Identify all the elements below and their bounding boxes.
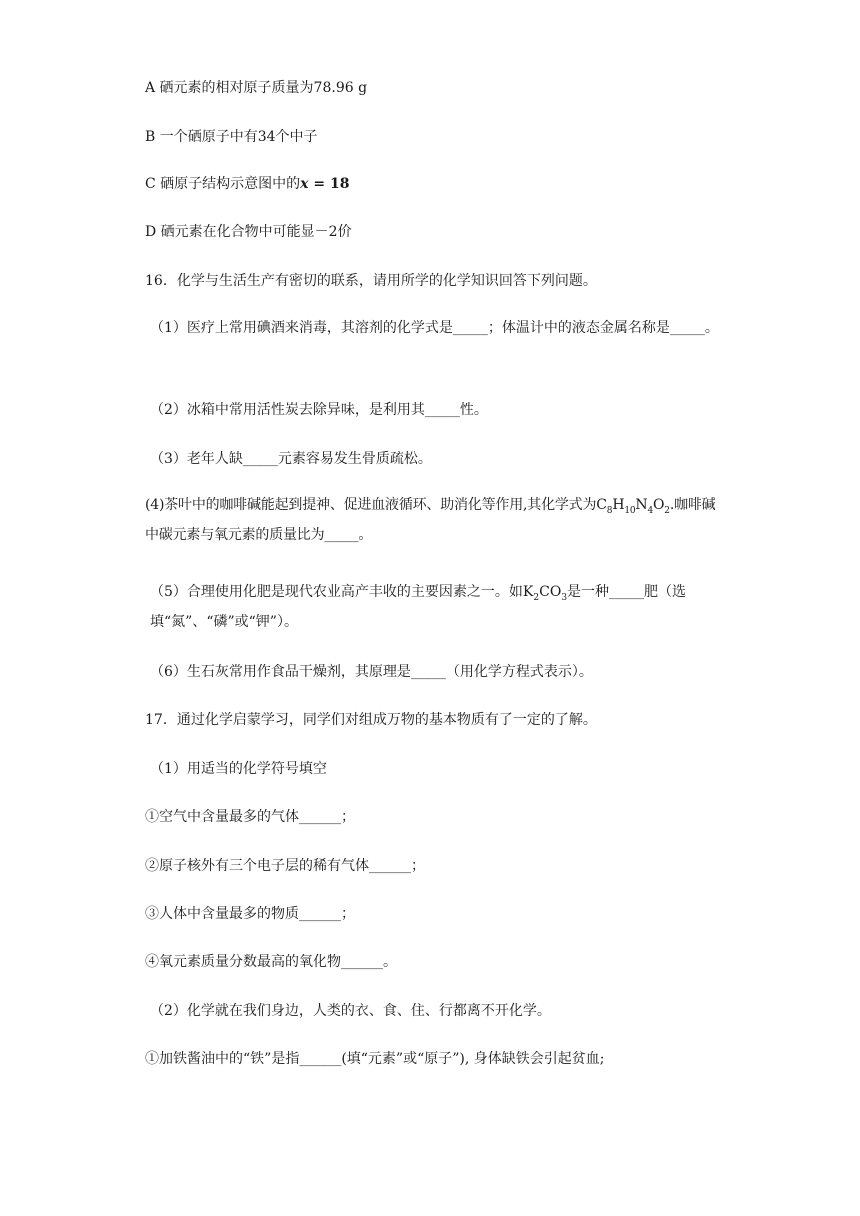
q16-part-5-text-end: 是一种_____肥（选填“氮”、“磷”或“钾”）。 (150, 584, 687, 630)
option-c-equation: = 18 (308, 176, 350, 192)
formula-element: N (635, 497, 648, 513)
q17-stem: 17．通过化学启蒙学习，同学们对组成万物的基本物质有了一定的了解。 (145, 712, 597, 728)
q17-item-2: ②原子核外有三个电子层的稀有气体______； (145, 858, 425, 874)
q16-part-4-text-end: .咖啡碱中碳元素与氧元素的质量比为_____。 (145, 497, 716, 543)
formula-subscript: 4 (647, 505, 653, 516)
option-c (145, 175, 350, 193)
q17-part-1: （1）用适当的化学符号填空 (150, 761, 327, 777)
formula-subscript: 2 (664, 505, 670, 516)
q16-part-3: （3）老年人缺_____元素容易发生骨质疏松。 (150, 451, 432, 467)
q16-part-4 (145, 490, 720, 550)
q17-item-4: ④氧元素质量分数最高的氧化物______。 (145, 954, 397, 970)
formula-subscript: 3 (561, 592, 568, 603)
q17-item-3: ③人体中含量最多的物质______； (145, 906, 355, 922)
option-b: B 一个硒原子中有34个中子 (145, 129, 318, 145)
q17-part-2: （2）化学就在我们身边，人类的衣、食、住、行都离不开化学。 (150, 1003, 551, 1019)
option-d: D 硒元素在化合物中可能显－2价 (145, 224, 352, 240)
formula-subscript: 2 (533, 592, 540, 603)
q16-part-5 (150, 577, 720, 637)
q17-sub-item-1: ①加铁酱油中的“铁”是指______(填“元素”或“原子”), 身体缺铁会引起贫血; (145, 1051, 605, 1067)
q16-part-6: （6）生石灰常用作食品干燥剂，其原理是_____（用化学方程式表示）。 (150, 664, 593, 680)
formula-element: H (612, 497, 625, 513)
q16-part-2: （2）冰箱中常用活性炭去除异味，是利用其_____性。 (150, 402, 488, 418)
option-c-variable: x (300, 176, 309, 192)
formula-subscript: 8 (606, 505, 613, 516)
option-a: A 硒元素的相对原子质量为78.96 g (145, 80, 368, 96)
q16-part-4-text: (4)茶叶中的咖啡碱能起到提神、促进血液循环、助消化等作用,其化学式为C (145, 497, 607, 513)
q16-part-1: （1）医疗上常用碘酒来消毒，其溶剂的化学式是_____；体温计中的液态金属名称是_____。 (150, 320, 719, 336)
formula-element: O (653, 497, 665, 513)
q16-stem: 16．化学与生活生产有密切的联系，请用所学的化学知识回答下列问题。 (145, 273, 597, 289)
option-c-text: C 硒原子结构示意图中的 (145, 176, 301, 192)
q16-part-5-text: （5）合理使用化肥是现代农业高产丰收的主要因素之一。如K (150, 584, 534, 600)
q17-item-1: ①空气中含量最多的气体______； (145, 809, 355, 825)
formula-subscript: 10 (624, 505, 636, 516)
formula-element: CO (539, 584, 562, 600)
